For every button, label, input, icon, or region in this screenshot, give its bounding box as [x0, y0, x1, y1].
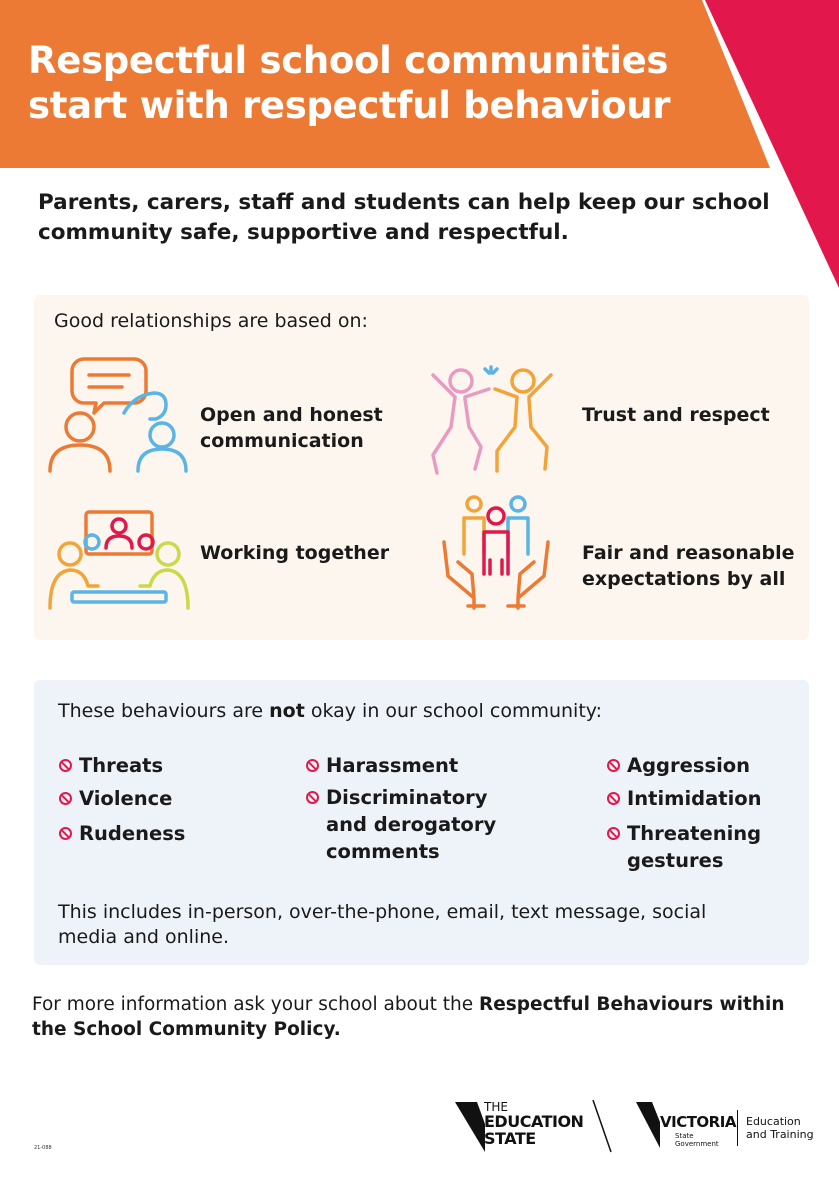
unacceptable-behaviours-heading: These behaviours are not okay in our school community: — [58, 700, 603, 722]
behaviour-item: Threats — [79, 752, 163, 779]
channels-note: This includes in-person, over-the-phone, email, text message, social media and online. — [58, 901, 707, 948]
hands-people-icon — [440, 494, 552, 610]
document-code: 21-088 — [34, 1145, 52, 1151]
relationship-label-fair: Fair and reasonable expectations by all — [582, 542, 795, 590]
team-meeting-icon — [44, 508, 194, 613]
policy-name: Respectful Behaviours within the School Community Policy. — [32, 994, 785, 1040]
high-five-icon — [425, 363, 565, 475]
title-line-1: Respectful school communities — [28, 39, 669, 82]
victoria-logo-text: VICTORIA — [660, 1113, 736, 1131]
no-entry-icon — [607, 792, 620, 805]
intro-text: Parents, carers, staff and students can help keep our school community safe, supportive and respectful. — [38, 190, 770, 245]
behaviour-item: Rudeness — [79, 820, 185, 847]
title-line-2: start with respectful behaviour — [28, 84, 671, 127]
good-relationships-heading: Good relationships are based on: — [54, 310, 368, 332]
behaviour-item: Discriminatory and derogatory comments — [326, 784, 496, 865]
behaviour-item: Intimidation — [627, 785, 762, 812]
education-state-logo-text: EDUCATION STATE — [484, 1112, 584, 1148]
behaviour-item: Harassment — [326, 752, 458, 779]
no-entry-icon — [59, 759, 72, 772]
no-entry-icon — [306, 759, 319, 772]
conversation-icon — [44, 355, 194, 475]
no-entry-icon — [607, 759, 620, 772]
no-entry-icon — [306, 791, 319, 804]
no-entry-icon — [59, 792, 72, 805]
relationship-label-communication: Open and honest communication — [200, 404, 383, 452]
behaviour-item: Threatening gestures — [627, 820, 761, 874]
relationship-label-trust: Trust and respect — [582, 404, 770, 426]
behaviour-item: Aggression — [627, 752, 750, 779]
relationship-label-working-together: Working together — [200, 542, 390, 564]
education-state-logo-small: THE — [484, 1100, 508, 1114]
logo-divider — [737, 1110, 738, 1146]
department-name: Education and Training — [746, 1115, 814, 1141]
page-title — [28, 38, 728, 128]
more-info-text: For more information ask your school about the Respectful Behaviours within the School Community Policy. — [32, 994, 785, 1040]
victoria-logo-subtext: State Government — [675, 1132, 719, 1148]
no-entry-icon — [607, 827, 620, 840]
behaviour-item: Violence — [79, 785, 172, 812]
no-entry-icon — [59, 827, 72, 840]
